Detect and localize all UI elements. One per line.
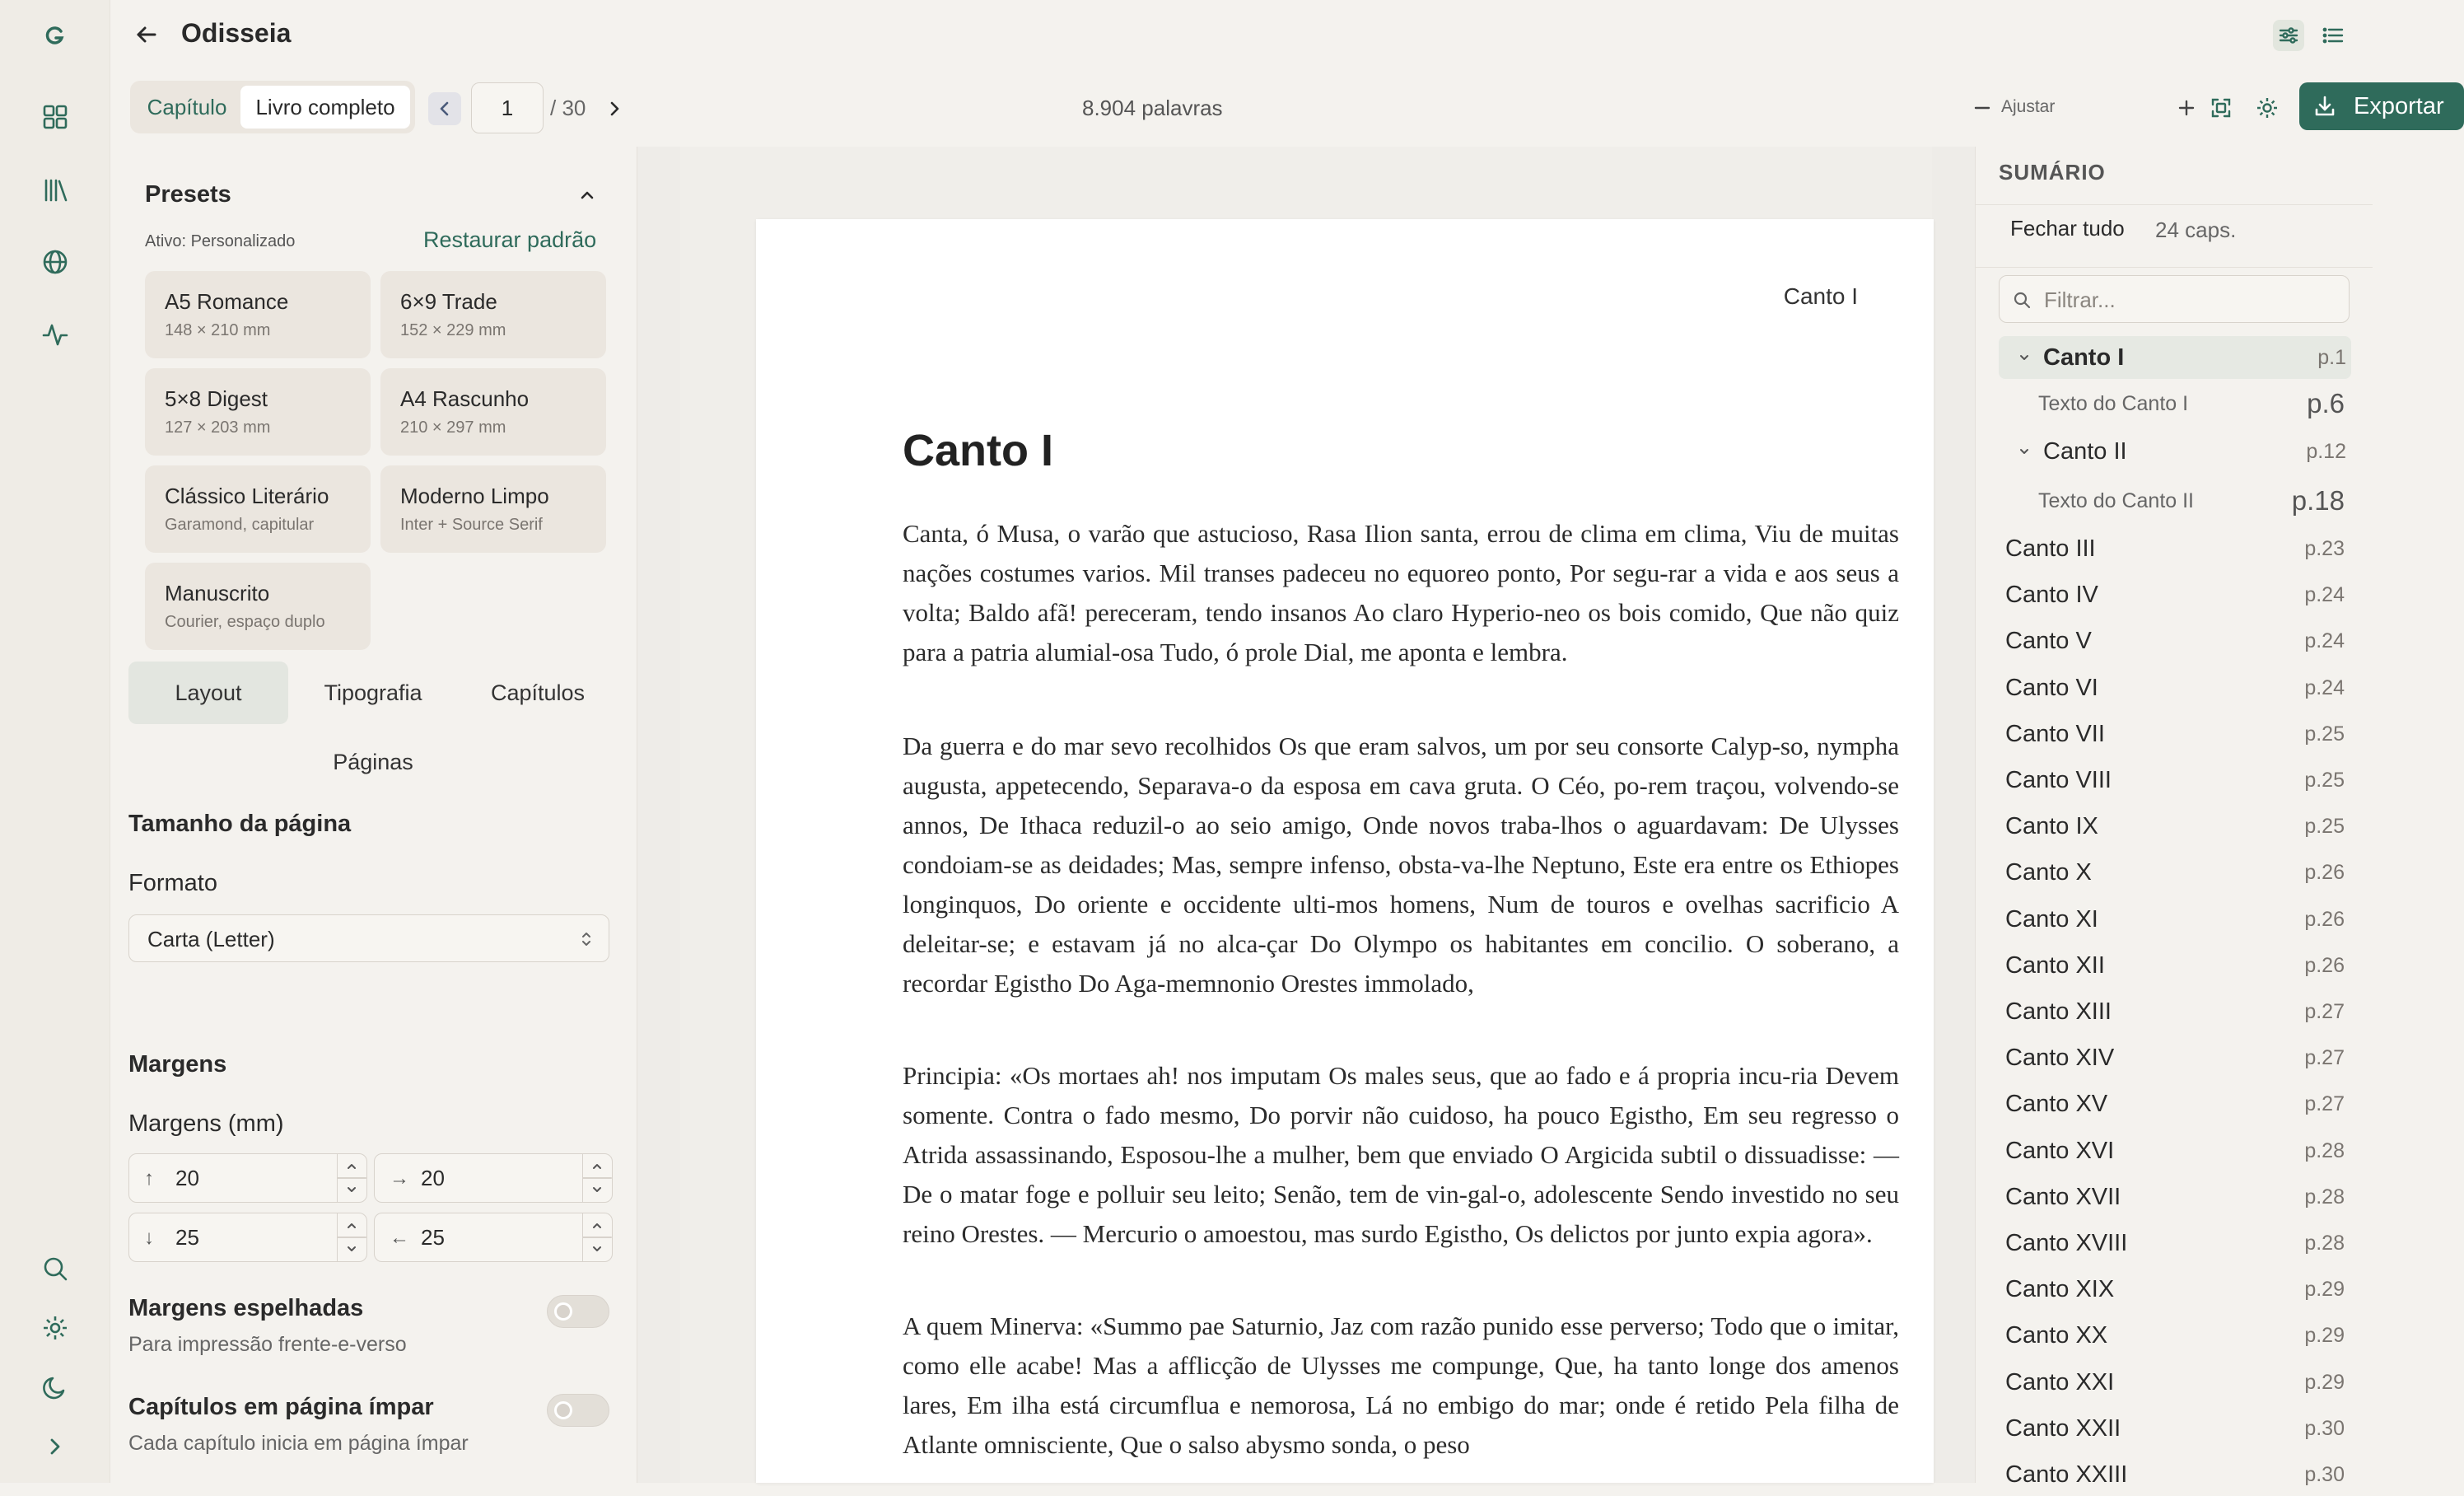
stepper-icon[interactable]: [337, 1213, 366, 1261]
zoom-fit-button[interactable]: Ajustar: [2001, 97, 2056, 116]
toc-item-label: Canto XVI: [2005, 1137, 2115, 1164]
toc-item-page: p.24: [2304, 582, 2345, 606]
arrow-down-icon: ↓: [144, 1227, 154, 1249]
toc-item[interactable]: [2005, 1407, 2350, 1450]
toc-item-page: p.30: [2304, 1462, 2345, 1486]
toc-item[interactable]: [2005, 713, 2350, 755]
margin-right-input[interactable]: [374, 1153, 613, 1203]
mirrored-margins-toggle[interactable]: [547, 1295, 609, 1328]
toc-item-page: p.28: [2304, 1185, 2345, 1208]
preset-name: Manuscrito: [165, 581, 270, 605]
toc-item-label: Canto XIV: [2005, 1044, 2115, 1071]
toc-item[interactable]: [2005, 1361, 2350, 1404]
toc-panel: [1975, 147, 2372, 1488]
export-label: Exportar: [2354, 92, 2444, 119]
preset-name: Moderno Limpo: [400, 484, 549, 508]
preset-card-a4-rascunho[interactable]: [380, 368, 606, 456]
toolbar: [110, 71, 2444, 147]
toc-item-label: Canto XXI: [2005, 1368, 2115, 1395]
format-select[interactable]: [128, 914, 609, 962]
preset-size: 152 × 229 mm: [400, 321, 506, 339]
page-number-input[interactable]: 1: [471, 82, 544, 133]
toc-item-page: p.24: [2304, 629, 2345, 652]
toc-title: SUMÁRIO: [1999, 160, 2106, 185]
toc-item-label: Canto XIX: [2005, 1275, 2115, 1302]
toc-item-label: Canto VII: [2005, 720, 2105, 747]
toc-subitem[interactable]: [2038, 382, 2350, 425]
preset-name: A5 Romance: [165, 289, 289, 314]
toc-item-page: p.1: [2317, 345, 2346, 369]
divider: [1976, 267, 2373, 268]
arrow-left-icon: ←: [390, 1227, 409, 1249]
book-page: [756, 219, 1934, 1483]
toc-item[interactable]: [2005, 990, 2350, 1033]
margin-top-input[interactable]: [128, 1153, 367, 1203]
filter-input[interactable]: [1999, 275, 2350, 323]
moon-icon[interactable]: [35, 1367, 75, 1407]
adjustments-icon[interactable]: [2273, 20, 2304, 51]
preset-card-5x8-digest[interactable]: [145, 368, 371, 456]
search-icon[interactable]: [35, 1249, 75, 1288]
chevron-up-icon[interactable]: [576, 185, 598, 206]
toc-item-canto-i[interactable]: [1999, 336, 2351, 379]
format-label: Formato: [128, 870, 217, 896]
search-icon: [2013, 291, 2031, 309]
toc-item-label: Canto XXII: [2005, 1414, 2121, 1442]
preset-card-classico-literario[interactable]: [145, 465, 371, 553]
toc-item-page: p.30: [2304, 1416, 2345, 1440]
chevron-right-icon[interactable]: [35, 1427, 75, 1466]
tab-pages[interactable]: Páginas: [333, 749, 413, 774]
toc-item-label: Canto XIII: [2005, 998, 2112, 1025]
toc-item-label: Canto X: [2005, 858, 2092, 886]
toc-item[interactable]: [2005, 1268, 2350, 1311]
zoom-out-icon[interactable]: [1970, 96, 1995, 120]
toc-item-page: p.28: [2304, 1231, 2345, 1255]
toc-item[interactable]: [2005, 573, 2350, 616]
toc-item-label: Canto II: [2043, 437, 2127, 465]
stepper-icon[interactable]: [337, 1154, 366, 1202]
prev-page-button[interactable]: [428, 92, 461, 125]
odd-page-chapters-label: Capítulos em página ímpar: [128, 1394, 434, 1420]
margins-title: Margens: [128, 1051, 227, 1078]
activity-icon[interactable]: [35, 315, 75, 354]
toc-item-page: p.28: [2304, 1138, 2345, 1162]
restore-default-link[interactable]: Restaurar padrão: [423, 227, 597, 252]
paragraph: Canta, ó Musa, o varão que astucioso, Rasa Ilion santa, errou de clima em clima, Viu de muitas nações costumes varios. Mil transes padeceu no equoreo ponto, Por segu-rar a vida e aos seus a volta; Baldo afã! pereceram, tendo insanos Ao claro Hyperio-neo os bois comido, Que não quiz para a patria alumial-osa Tudo, ó prole Dial, me aponta e lembra.: [903, 519, 1899, 666]
format-select-value: Carta (Letter): [147, 927, 275, 951]
export-button[interactable]: [2299, 82, 2464, 130]
tab-layout[interactable]: Layout: [128, 662, 288, 724]
view-mode-toggle: [130, 81, 415, 133]
toc-item[interactable]: [2005, 619, 2350, 662]
active-preset-label: Ativo: Personalizado: [145, 232, 296, 250]
toc-item-page: p.6: [2307, 388, 2345, 418]
toc-item-label: Canto XX: [2005, 1321, 2108, 1349]
page-size-title: Tamanho da página: [128, 811, 352, 837]
preset-card-a5-romance[interactable]: [145, 271, 371, 358]
divider: [1976, 204, 2373, 205]
toc-item[interactable]: [2005, 805, 2350, 848]
toc-item[interactable]: [2005, 1453, 2350, 1496]
preset-card-moderno-limpo[interactable]: [380, 465, 606, 553]
list-icon[interactable]: [2317, 20, 2349, 51]
dashboard-icon[interactable]: [35, 97, 75, 137]
preset-card-manuscrito[interactable]: [145, 563, 371, 650]
mirrored-margins-label: Margens espelhadas: [128, 1295, 364, 1321]
preset-desc: Inter + Source Serif: [400, 516, 543, 534]
settings-panel: [110, 147, 637, 1483]
globe-icon[interactable]: [35, 242, 75, 282]
toc-item[interactable]: [2005, 759, 2350, 802]
toc-item[interactable]: [2005, 1314, 2350, 1357]
tab-typography[interactable]: Tipografia: [324, 680, 422, 705]
view-full-book-button[interactable]: Livro completo: [240, 86, 410, 129]
toc-item-label: Canto IX: [2005, 812, 2098, 839]
chapter-title: Canto I: [903, 426, 1053, 475]
toc-item-page: p.12: [2306, 439, 2346, 463]
tab-chapters[interactable]: Capítulos: [490, 680, 586, 705]
preset-name: 6×9 Trade: [400, 289, 497, 314]
app-logo-icon[interactable]: [35, 16, 75, 56]
toc-item-page: p.29: [2304, 1370, 2345, 1394]
toc-item-page: p.26: [2304, 907, 2345, 931]
chevron-down-icon[interactable]: [2017, 444, 2032, 459]
toc-item-page: p.25: [2304, 768, 2345, 792]
back-arrow-icon[interactable]: [130, 18, 163, 51]
select-arrows-icon: [579, 928, 594, 950]
zoom-in-icon[interactable]: [2174, 96, 2199, 120]
toc-item-label: Canto XI: [2005, 905, 2098, 933]
toc-item[interactable]: [2005, 1222, 2350, 1265]
toc-item-label: Canto XV: [2005, 1090, 2108, 1117]
toc-item[interactable]: [2005, 1036, 2350, 1079]
paragraph: A quem Minerva: «Summo pae Saturnio, Jaz com razão punido esse perverso; Todo que o imitar, como elle acabe! Mas a afflicção de Ulysses me compunge, Que, ha tanto longe dos amenos lares, Em ilha está circumflua e nemorosa, Lá no embigo do mar; onde é retido Pela filha de Atlante omnisciente, Que o salso abysmo sonda, o peso: [903, 1311, 1899, 1459]
chapter-count: 24 caps.: [2155, 217, 2237, 242]
preset-size: 127 × 203 mm: [165, 418, 271, 437]
toc-item-page: p.25: [2304, 722, 2345, 746]
margin-right-value: 20: [421, 1166, 445, 1190]
margin-left-input[interactable]: [374, 1213, 613, 1262]
preset-desc: Garamond, capitular: [165, 516, 315, 534]
toc-item-canto-ii[interactable]: [1999, 430, 2351, 473]
toc-item-page: p.27: [2304, 1045, 2345, 1069]
preset-size: 210 × 297 mm: [400, 418, 506, 437]
toc-item[interactable]: [2005, 851, 2350, 894]
toc-item-page: p.27: [2304, 999, 2345, 1023]
page-total: / 30: [550, 96, 586, 120]
toc-item-page: p.24: [2304, 676, 2345, 699]
filter-placeholder: Filtrar...: [2044, 288, 2116, 312]
odd-page-chapters-desc: Cada capítulo inicia em página ímpar: [128, 1432, 469, 1455]
settings-gear-icon[interactable]: [2253, 94, 2281, 122]
margin-top-value: 20: [175, 1166, 199, 1190]
preset-name: 5×8 Digest: [165, 386, 268, 411]
toc-item-label: Texto do Canto II: [2038, 489, 2195, 512]
arrow-right-icon: →: [390, 1167, 409, 1190]
presets-title: Presets: [145, 181, 231, 208]
margin-bottom-value: 25: [175, 1225, 199, 1250]
preset-size: 148 × 210 mm: [165, 321, 271, 339]
download-icon: [2312, 94, 2337, 119]
document-title: Odisseia: [181, 18, 292, 48]
top-bar: [110, 0, 2372, 71]
toc-item-label: Canto XVIII: [2005, 1229, 2128, 1256]
preset-name: Clássico Literário: [165, 484, 329, 508]
preset-desc: Courier, espaço duplo: [165, 613, 325, 631]
toc-item[interactable]: [2005, 898, 2350, 941]
toc-item-label: Texto do Canto I: [2038, 391, 2189, 415]
mirrored-margins-desc: Para impressão frente-e-verso: [128, 1333, 407, 1356]
fullscreen-icon[interactable]: [2207, 94, 2235, 122]
collapse-all-button[interactable]: Fechar tudo: [2010, 216, 2125, 241]
toc-item-page: p.29: [2304, 1277, 2345, 1301]
next-page-button[interactable]: [598, 92, 631, 125]
running-header: Canto I: [1783, 283, 1858, 309]
toc-item-page: p.29: [2304, 1323, 2345, 1347]
stepper-icon[interactable]: [582, 1154, 612, 1202]
toc-item-page: p.25: [2304, 814, 2345, 838]
toc-item[interactable]: [2005, 1082, 2350, 1125]
toc-item-label: Canto XII: [2005, 951, 2105, 979]
word-count: 8.904 palavras: [1082, 96, 1223, 120]
margin-left-value: 25: [421, 1225, 445, 1250]
toc-item-label: Canto VIII: [2005, 766, 2112, 793]
gear-icon[interactable]: [35, 1308, 75, 1348]
paragraph: Da guerra e do mar sevo recolhidos Os que eram salvos, um por seu consorte Calyp-so, nympha augusta, appetecendo, Separava-o da esposa em cava gruta. O Céo, po-rem traçou, volvendo-se annos, De Ithaca reduzil-o ao seio amigo, Onde novos traba-lhos o aguardavam: De Ulysses condoiam-se as deidades; Mas, sempre infenso, obsta-va-lhe Neptuno, Este era entre os Ethiopes longinquos, Do oriente e occidente ulti-mos homens, Num de touros e ovelhas sacrificio A deleitar-se; e estavam já no alca-çar Do Olympo os habitantes em concilio. O soberano, a recordar Egistho Do Aga-memnonio Orestes immolado,: [903, 732, 1899, 998]
toc-item-label: Canto XVII: [2005, 1183, 2121, 1210]
preset-name: A4 Rascunho: [400, 386, 530, 411]
toc-item-label: Canto VI: [2005, 674, 2098, 701]
toc-item[interactable]: [2005, 1129, 2350, 1172]
library-icon[interactable]: [35, 171, 75, 210]
toc-item-label: Canto I: [2043, 344, 2125, 371]
toc-item[interactable]: [2005, 944, 2350, 987]
paragraph: Principia: «Os mortaes ah! nos imputam Os males seus, que ao fado e á propria incu-ria Devem somente. Contra o fado mesmo, Do porvir não cuidoso, ha pouco Egistho, Em seu regresso o Atrida assassinando, Esposou-lhe a mulher, bem que enviado O Argicida subtil o dissuadisse: — De o matar foge e polluir seu leito; Senão, tem de vin-gal-o, adolescente Sendo investido no seu reino Orestes. — Mercurio o amoestou, mas surdo Egistho, Os delictos por junto expia agora».: [903, 1061, 1899, 1248]
chevron-down-icon[interactable]: [2017, 350, 2032, 365]
margins-mm-label: Margens (mm): [128, 1110, 284, 1137]
margin-bottom-input[interactable]: [128, 1213, 367, 1262]
toc-item-page: p.18: [2291, 485, 2345, 516]
toc-item[interactable]: [2005, 527, 2350, 570]
arrow-up-icon: ↑: [144, 1167, 154, 1190]
odd-page-chapters-toggle[interactable]: [547, 1394, 609, 1427]
toc-item-label: Canto V: [2005, 627, 2092, 654]
toc-item-page: p.26: [2304, 953, 2345, 977]
stepper-icon[interactable]: [582, 1213, 612, 1261]
toc-item-label: Canto IV: [2005, 581, 2098, 608]
preset-card-6x9-trade[interactable]: [380, 271, 606, 358]
toc-item[interactable]: [2005, 666, 2350, 709]
toc-item-label: Canto XXIII: [2005, 1461, 2128, 1488]
toc-item-page: p.23: [2304, 536, 2345, 560]
view-chapter-button[interactable]: Capítulo: [147, 94, 227, 119]
toc-item-label: Canto III: [2005, 535, 2096, 562]
toc-item-page: p.26: [2304, 860, 2345, 884]
toc-subitem[interactable]: [2038, 479, 2350, 522]
icon-rail: [0, 0, 110, 1483]
toc-item-page: p.27: [2304, 1092, 2345, 1115]
toc-item[interactable]: [2005, 1176, 2350, 1218]
